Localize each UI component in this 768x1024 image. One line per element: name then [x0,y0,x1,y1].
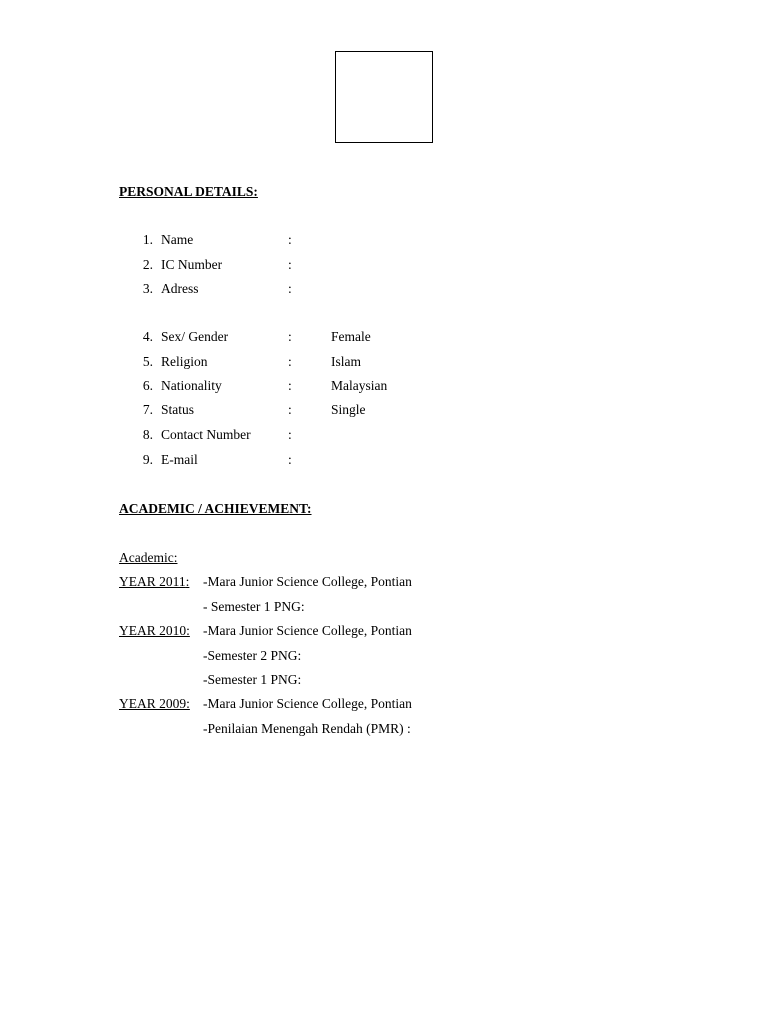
field-colon: : [288,257,292,272]
field-colon: : [288,329,292,344]
detail-row-name [119,230,679,250]
field-colon: : [288,427,292,442]
detail-row-religion [119,352,679,372]
item-number: 1. [142,232,153,247]
year-suffix: : [185,574,190,589]
academic-entry-2011 [119,572,679,592]
field-value: Islam [331,354,361,369]
academic-achievement-heading: ACADEMIC / ACHIEVEMENT: [119,501,312,516]
detail-row-ic-number [119,255,679,275]
field-label: Adress [161,281,199,296]
field-colon: : [288,378,292,393]
entry-line: -Penilaian Menengah Rendah (PMR) : [203,721,411,736]
field-label: IC Number [161,257,223,272]
item-number: 7. [142,402,153,417]
year-label: YEAR 2010: [119,623,190,638]
field-label: E-mail [161,452,198,467]
field-value: Female [331,329,371,344]
entry-line: -Mara Junior Science College, Pontian [203,696,412,711]
field-label: Nationality [161,378,222,393]
field-label: Name [161,232,194,247]
field-colon: : [288,281,292,296]
field-label: Status [161,402,195,417]
item-number: 2. [142,257,153,272]
field-colon: : [288,232,292,247]
detail-row-contact-number [119,425,679,445]
item-number: 8. [142,427,153,442]
item-number: 6. [142,378,153,393]
field-label: Religion [161,354,208,369]
entry-line: -Mara Junior Science College, Pontian [203,574,412,589]
field-colon: : [288,402,292,417]
field-colon: : [288,354,292,369]
academic-entry-line [119,646,679,666]
year-label: YEAR 2011: [119,574,190,589]
field-value: Malaysian [331,378,388,393]
photo-placeholder [335,51,433,143]
academic-entry-line [119,719,679,739]
entry-line: -Semester 2 PNG: [203,648,302,663]
entry-line: -Mara Junior Science College, Pontian [203,623,412,638]
academic-subheading: Academic: [119,550,178,565]
field-label: Contact Number [161,427,251,442]
field-label: Sex/ Gender [161,329,229,344]
academic-entry-line [119,597,679,617]
detail-row-gender [119,327,679,347]
detail-row-address [119,279,679,299]
academic-entry-2010 [119,621,679,641]
academic-entry-2009 [119,694,679,714]
detail-row-status [119,400,679,420]
field-value: Single [331,402,366,417]
year-label: YEAR 2009: [119,696,190,711]
detail-row-nationality [119,376,679,396]
field-colon: : [288,452,292,467]
academic-entry-line [119,670,679,690]
entry-line: - Semester 1 PNG: [203,599,305,614]
entry-line: -Semester 1 PNG: [203,672,302,687]
item-number: 3. [142,281,153,296]
item-number: 5. [142,354,153,369]
detail-row-email [119,450,679,470]
item-number: 9. [142,452,153,467]
personal-details-heading: PERSONAL DETAILS: [119,184,258,199]
item-number: 4. [142,329,153,344]
